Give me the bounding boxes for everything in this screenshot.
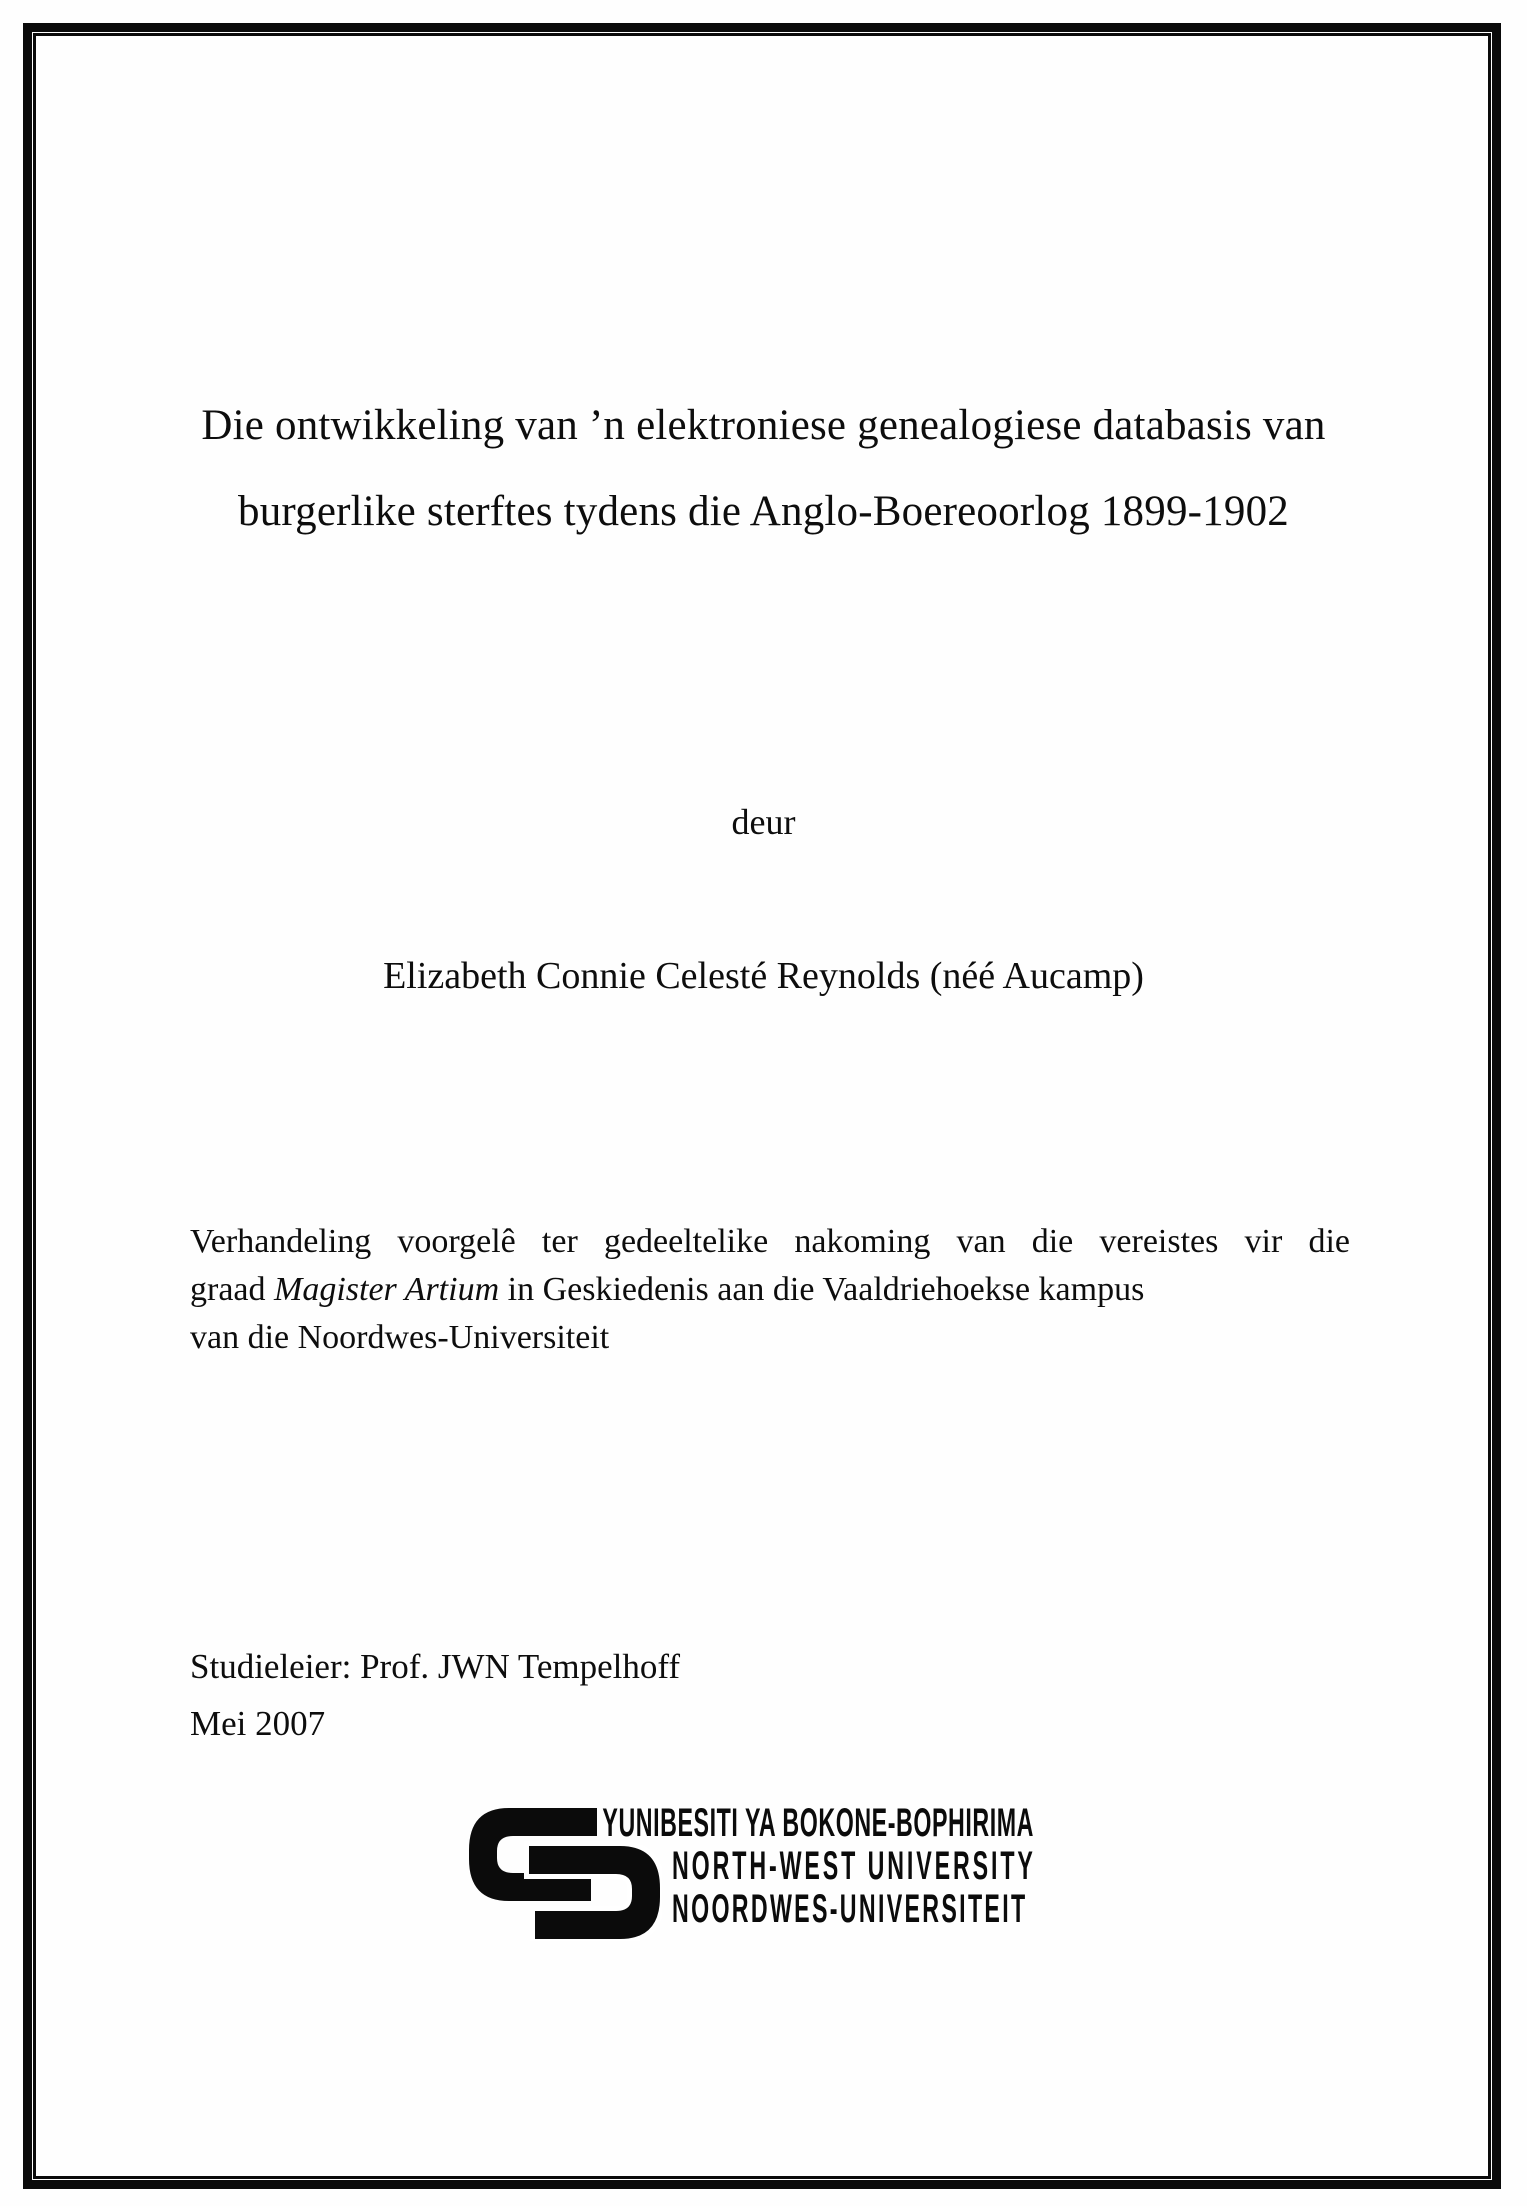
logo-text-line-1: YUNIBESITI YA BOKONE-BOPHIRIMA — [602, 1801, 1035, 1845]
supervisor-line: Studieleier: Prof. JWN Tempelhoff — [190, 1647, 681, 1686]
title-line-1: Die ontwikkeling van ’n elektroniese genealogiese databasis van — [201, 402, 1326, 449]
statement-line-2-post: in Geskiedenis aan die Vaaldriehoekse kampus — [499, 1271, 1145, 1308]
university-logo — [467, 1798, 1299, 1941]
byline-preposition: deur — [731, 802, 796, 842]
degree-statement — [190, 1218, 1350, 1362]
degree-name-italic: Magister Artium — [274, 1271, 500, 1308]
logo-text-line-2: NORTH-WEST UNIVERSITY — [672, 1844, 1036, 1888]
statement-line-3: van die Noordwes-Universiteit — [190, 1319, 610, 1356]
author-name: Elizabeth Connie Celesté Reynolds (néé Aucamp) — [383, 955, 1144, 997]
date-line: Mei 2007 — [190, 1704, 326, 1743]
title-line-2: burgerlike sterftes tydens die Anglo-Boereoorlog 1899-1902 — [238, 488, 1289, 535]
statement-line-1: Verhandeling voorgelê ter gedeeltelike nakoming van die vereistes vir die — [190, 1223, 1350, 1260]
footer-block — [190, 1638, 680, 1752]
thesis-title — [60, 383, 1467, 555]
university-logo-text — [602, 1801, 1036, 1931]
statement-line-2 — [190, 1266, 1350, 1314]
statement-line-2-pre: graad — [190, 1271, 275, 1308]
logo-text-line-3: NOORDWES-UNIVERSITEIT — [672, 1887, 1028, 1931]
